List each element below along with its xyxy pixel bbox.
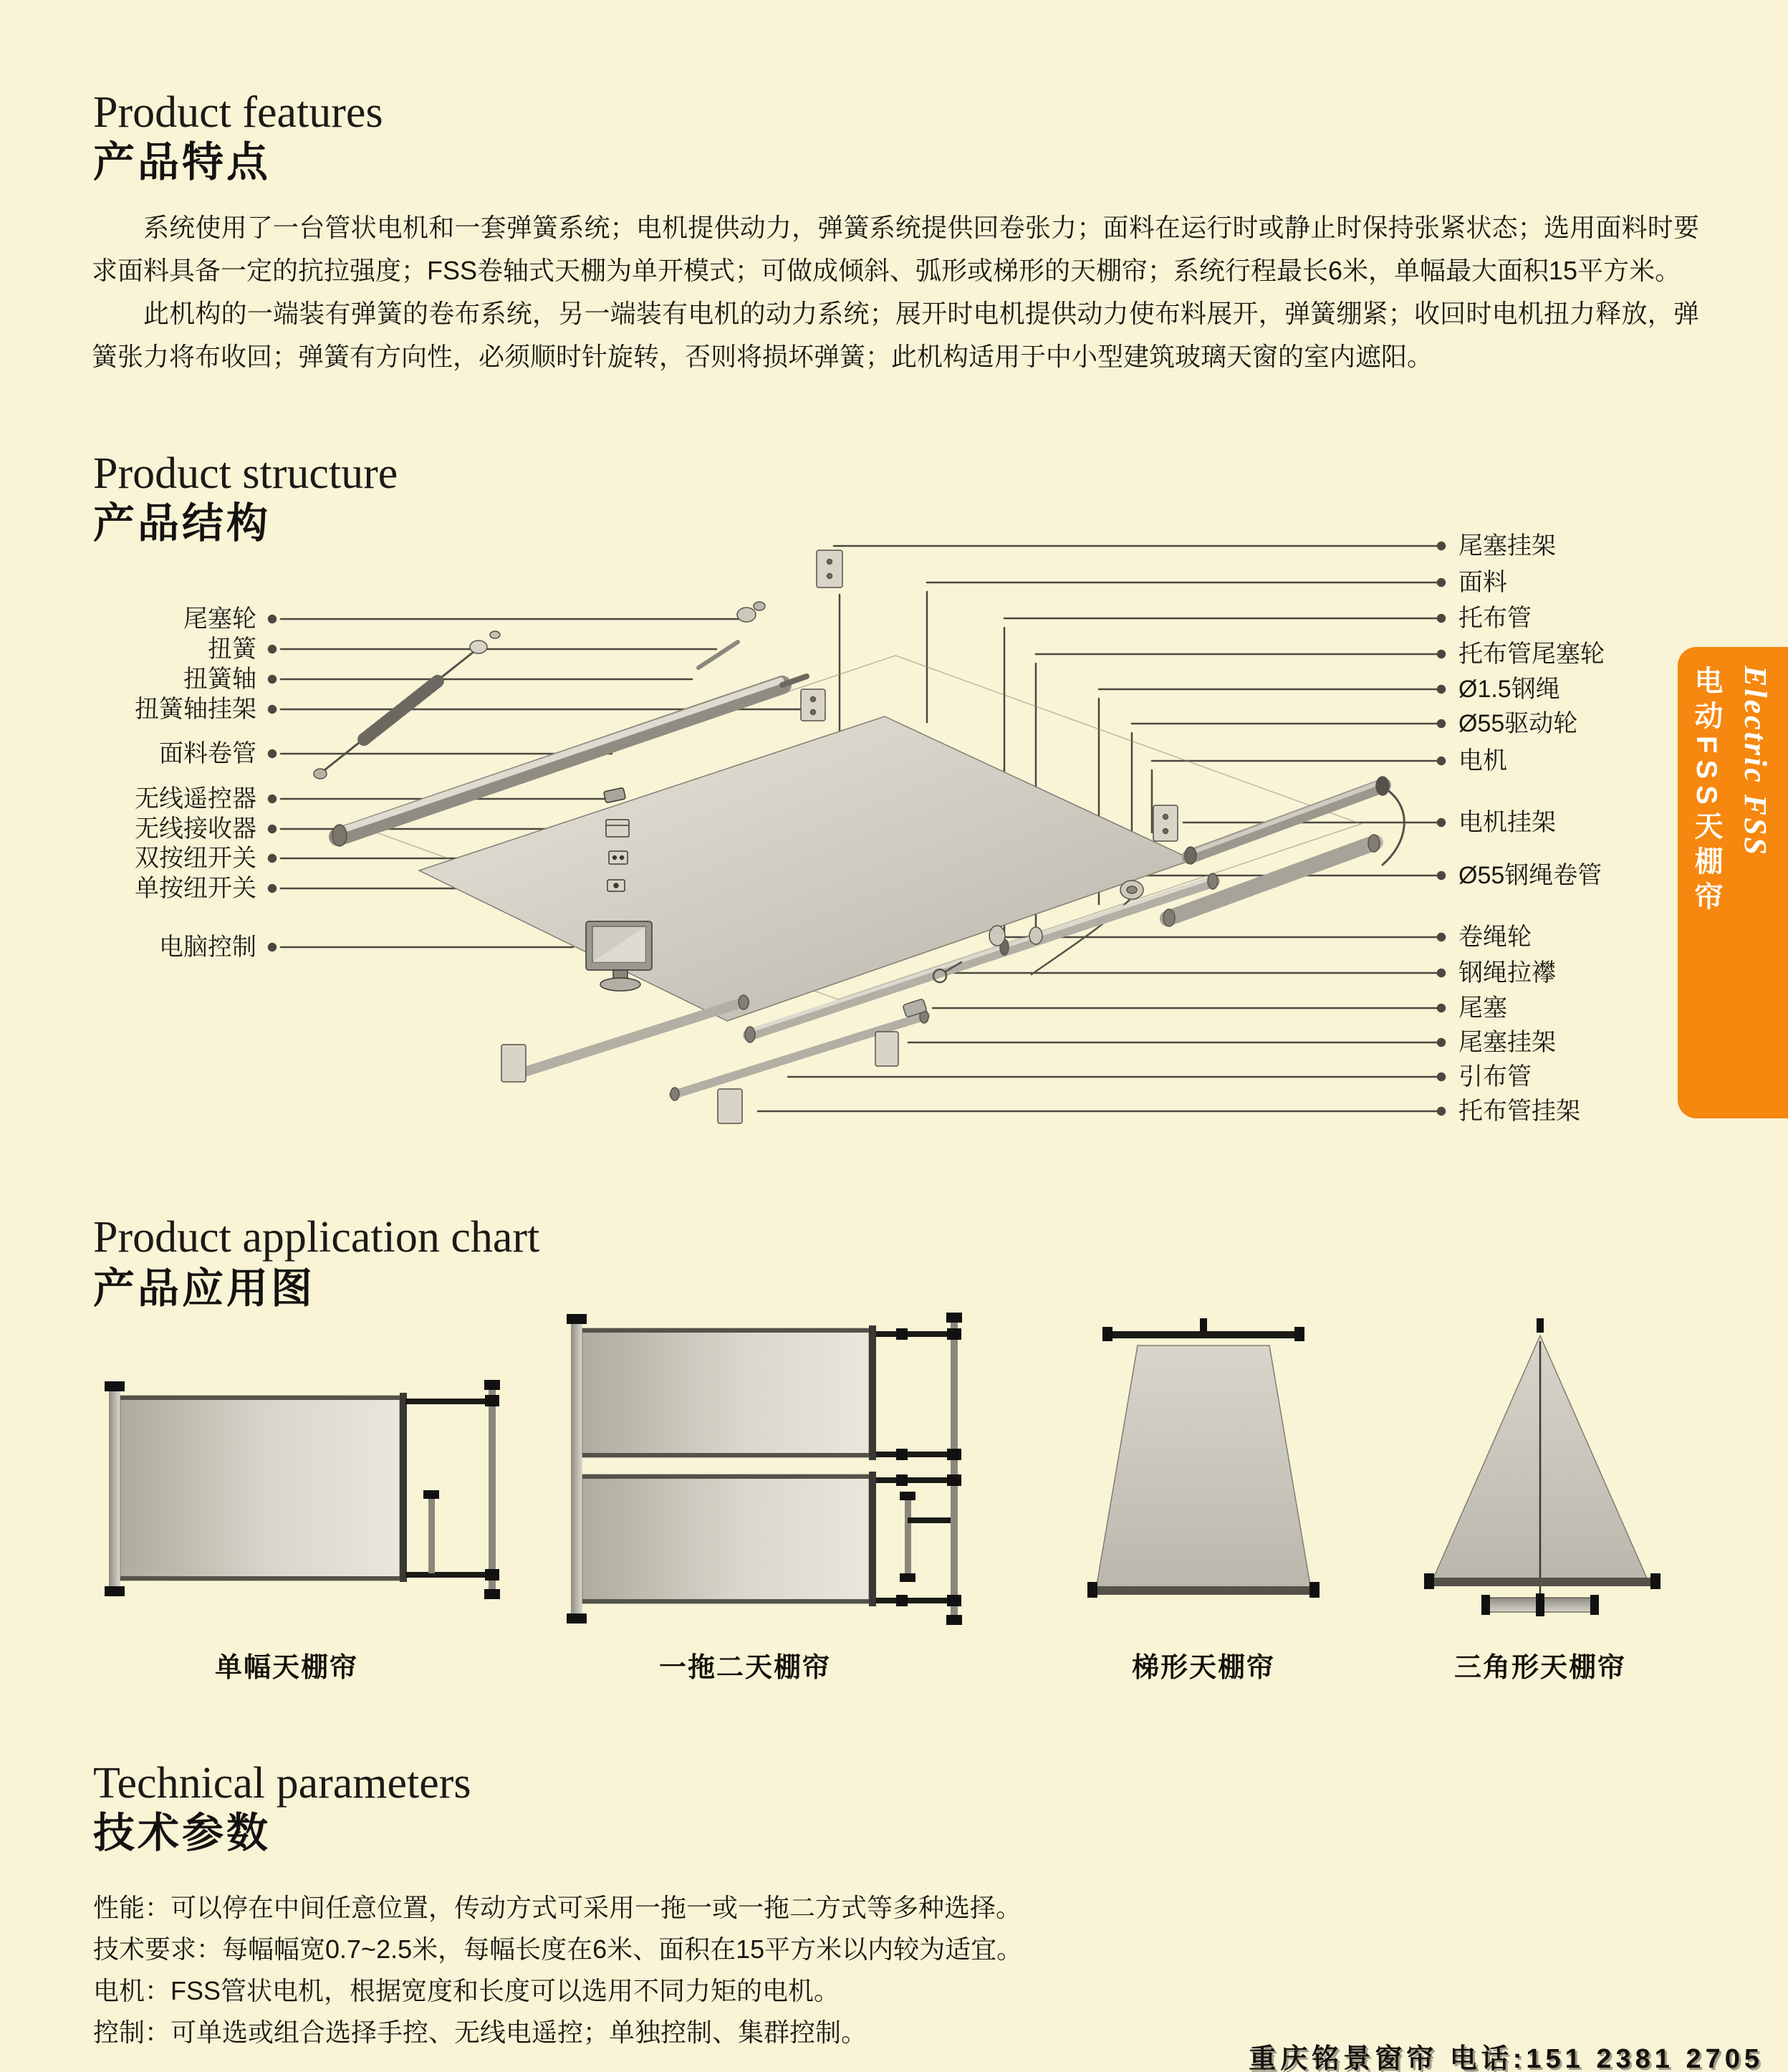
part-label-cloth-support-tube: 托布管 xyxy=(1458,605,1532,632)
tech-line-control: 控制：可单选或组合选择手控、无线电遥控；单独控制、集群控制。 xyxy=(93,2018,867,2047)
app-label-one-drags-two: 一拖二天棚帘 xyxy=(658,1653,831,1683)
part-label-rope-winding-wheel: 卷绳轮 xyxy=(1458,924,1532,951)
tech-line-performance: 性能：可以停在中间任意位置，传动方式可采用一拖一或一拖二方式等多种选择。 xyxy=(93,1893,1022,1922)
part-label-computer-control: 电脑控制 xyxy=(159,934,256,961)
torsion-spring-assembly xyxy=(314,631,500,779)
side-tab xyxy=(1678,647,1788,1118)
app-label-trapezoid: 梯形天棚帘 xyxy=(1131,1653,1275,1683)
part-label-rope-loop: 钢绳拉襻 xyxy=(1458,959,1556,987)
tech-line-motor: 电机：FSS管状电机，根据宽度和长度可以选用不同力矩的电机。 xyxy=(93,1976,840,2005)
features-title-en: Product features xyxy=(93,88,383,137)
features-paragraph-2: 此机构的一端装有弹簧的卷布系统，另一端装有电机的动力系统；展开时电机提供动力使布料展开，弹簧绷紧；收回时电机扭力释放，弹簧张力将布收回；弹簧有方向性，必须顺时针旋转，否则将损坏弹簧；此机构适用于中小型建筑玻璃天窗的室内遮阳。 xyxy=(92,299,1699,371)
app-label-single: 单幅天棚帘 xyxy=(214,1653,358,1683)
features-paragraphs xyxy=(92,206,1699,378)
application-title-en: Product application chart xyxy=(93,1213,540,1262)
part-label-wireless-remote: 无线遥控器 xyxy=(135,785,256,812)
remote-control-icon xyxy=(604,787,626,802)
tech-line-requirements: 技术要求：每幅幅宽0.7~2.5米，每幅长度在6米、面积在15平方米以内较为适宜。 xyxy=(93,1934,1023,1964)
part-label-spring-shaft: 扭簧轴 xyxy=(183,666,256,693)
structure-title-en: Product structure xyxy=(93,449,398,498)
part-label-motor: 电机 xyxy=(1458,747,1507,774)
app-diagram-triangle xyxy=(1424,1318,1660,1616)
part-label-rope-roll-tube: Ø55钢绳卷管 xyxy=(1458,862,1602,889)
part-label-fabric: 面料 xyxy=(1458,569,1507,596)
part-label-wireless-receiver: 无线接收器 xyxy=(135,815,256,843)
side-tab-title-en: Electric FSS xyxy=(1738,666,1773,858)
part-label-motor-bracket: 电机挂架 xyxy=(1458,809,1556,836)
structure-title-cn: 产品结构 xyxy=(93,500,271,547)
single-button-switch-icon xyxy=(607,880,625,891)
features-paragraph-1: 系统使用了一台管状电机和一套弹簧系统；电机提供动力，弹簧系统提供回卷张力；面料在运行时或静止时保持张紧状态；选用面料时要求面料具备一定的抗拉强度；FSS卷轴式天棚为单开模式；可做成倾斜、弧形或梯形的天棚帘；系统行程最长6米，单幅最大面积15平方米。 xyxy=(92,213,1699,285)
side-tab-title-cn: 电动FSS天棚帘 xyxy=(1691,666,1722,916)
app-label-triangle: 三角形天棚帘 xyxy=(1453,1653,1626,1683)
part-label-drive-wheel: Ø55驱动轮 xyxy=(1458,710,1578,737)
app-diagram-single xyxy=(105,1380,500,1599)
part-label-tail-plug-bracket-bottom: 尾塞挂架 xyxy=(1458,1029,1556,1056)
structure-diagram xyxy=(269,542,1445,1123)
part-label-tail-plug: 尾塞 xyxy=(1458,994,1507,1022)
part-label-support-tube-bracket: 托布管挂架 xyxy=(1458,1098,1580,1125)
application-title-cn: 产品应用图 xyxy=(93,1265,316,1312)
part-label-fabric-roller: 面料卷管 xyxy=(159,740,256,767)
part-label-double-switch: 双按纽开关 xyxy=(135,845,256,872)
part-label-lead-tube: 引布管 xyxy=(1458,1063,1532,1090)
side-tab-text xyxy=(1686,666,1774,1067)
technical-title-cn: 技术参数 xyxy=(93,1810,271,1856)
part-label-torsion-spring: 扭簧 xyxy=(208,635,256,663)
technical-title-en: Technical parameters xyxy=(93,1759,471,1808)
app-diagram-trapezoid xyxy=(1087,1318,1320,1598)
double-button-switch-icon xyxy=(609,851,628,864)
part-label-tail-plug-bracket-top: 尾塞挂架 xyxy=(1458,532,1556,560)
part-label-single-switch: 单按纽开关 xyxy=(135,875,256,902)
app-diagram-one-drags-two xyxy=(567,1313,962,1625)
features-title-cn: 产品特点 xyxy=(93,139,271,186)
part-label-support-tube-plug-wheel: 托布管尾塞轮 xyxy=(1458,641,1605,668)
application-diagrams xyxy=(105,1313,1660,1625)
wireless-receiver-icon xyxy=(606,820,629,837)
footer-contact: 重庆铭景窗帘 电话:151 2381 2705 xyxy=(1249,2044,1764,2072)
computer-monitor-icon xyxy=(586,921,652,991)
part-label-tail-plug-wheel: 尾塞轮 xyxy=(183,605,256,633)
part-label-steel-rope: Ø1.5钢绳 xyxy=(1458,676,1560,703)
part-label-spring-shaft-bracket: 扭簧轴挂架 xyxy=(135,696,256,723)
